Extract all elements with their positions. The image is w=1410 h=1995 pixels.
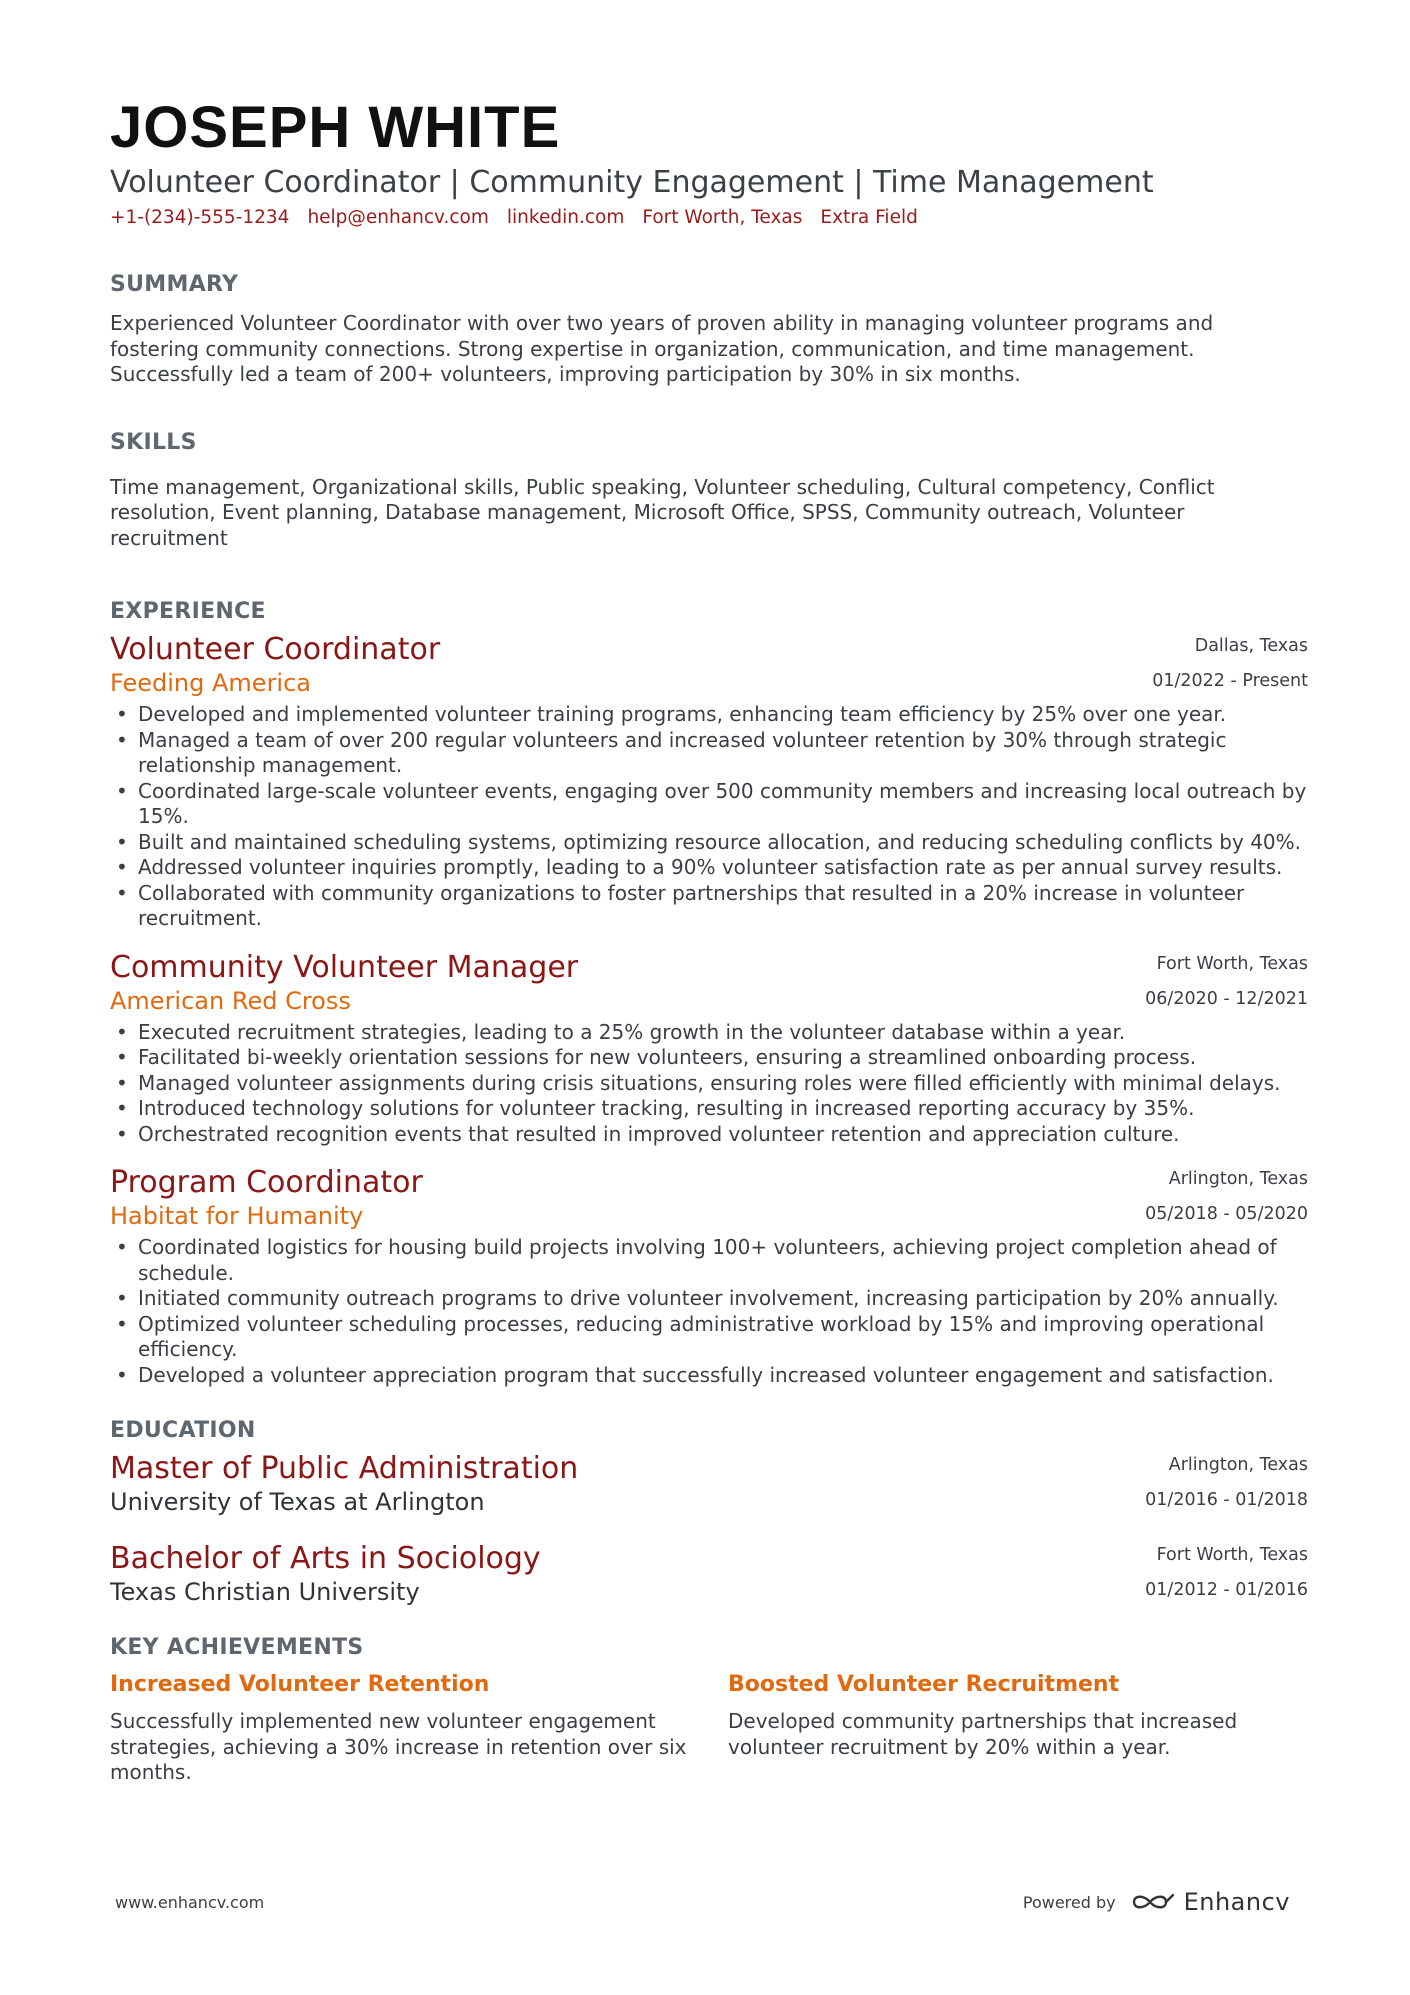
school-name: University of Texas at Arlington: [110, 1488, 485, 1517]
candidate-name: JOSEPH WHITE: [110, 95, 561, 160]
skills-section: [110, 430, 1308, 552]
bullet-item: • Built and maintained scheduling systems, optimizing resource allocation, and reducing scheduling conflicts by 40%.: [110, 830, 1308, 856]
job-location: Dallas, Texas: [1194, 636, 1308, 657]
section-title: EDUCATION: [110, 1418, 256, 1444]
section-title: SUMMARY: [110, 272, 239, 298]
education-dates: 01/2012 - 01/2016: [1145, 1580, 1308, 1601]
job-location: Arlington, Texas: [1168, 1169, 1308, 1190]
education-meta: [1145, 1541, 1308, 1602]
bullet-item: • Coordinated large-scale volunteer events, engaging over 500 community members and increasing local outreach by 15%.: [110, 779, 1308, 830]
education-location: Arlington, Texas: [1168, 1455, 1308, 1476]
headline: Volunteer Coordinator | Community Engagement | Time Management: [110, 164, 1154, 200]
company-name: Feeding America: [110, 669, 311, 698]
achievement-title: Boosted Volunteer Recruitment: [728, 1672, 1120, 1698]
achievement-text: Developed community partnerships that increased volunteer recruitment by 20% within a year.: [728, 1709, 1238, 1759]
bullet-item: • Orchestrated recognition events that resulted in improved volunteer retention and appreciation culture.: [110, 1122, 1308, 1148]
phone: +1-(234)-555-1234: [110, 207, 290, 229]
bullet-item: • Facilitated bi-weekly orientation sessions for new volunteers, ensuring a streamlined onboarding process.: [110, 1045, 1308, 1071]
job-bullets: [110, 1235, 1308, 1388]
experience-entry: [110, 1165, 1308, 1388]
skills-text: Time management, Organizational skills, Public speaking, Volunteer scheduling, Cultural competency, Conflict resolution, Event planning, Database management, Microsoft Office, SPSS, Community outreach, Volunteer recruitment: [110, 474, 1215, 550]
powered-by-label: Powered by: [1022, 1892, 1116, 1912]
brand-name: Enhancv: [1183, 1888, 1290, 1916]
job-meta: [1145, 950, 1308, 1011]
resume-page: [110, 96, 1308, 1786]
bullet-item: • Managed volunteer assignments during crisis situations, ensuring roles were filled efficiently with minimal delays.: [110, 1071, 1308, 1097]
powered-by: [1023, 1888, 1290, 1916]
bullet-item: • Executed recruitment strategies, leading to a 25% growth in the volunteer database within a year.: [110, 1020, 1308, 1046]
section-title: KEY ACHIEVEMENTS: [110, 1635, 364, 1661]
achievement-item: [110, 1672, 688, 1786]
experience-entry: [110, 950, 1308, 1148]
section-title: EXPERIENCE: [110, 599, 266, 625]
job-meta: [1145, 1165, 1308, 1226]
bullet-item: • Managed a team of over 200 regular volunteers and increased volunteer retention by 30% through strategic relationship management.: [110, 728, 1308, 779]
company-name: Habitat for Humanity: [110, 1202, 364, 1231]
education-section: [110, 1418, 1308, 1607]
contact-list: [110, 207, 1308, 228]
job-title: Program Coordinator: [110, 1165, 423, 1201]
achievement-item: [728, 1672, 1306, 1786]
achievements-section: [110, 1635, 1308, 1786]
education-dates: 01/2016 - 01/2018: [1145, 1490, 1308, 1511]
experience-entry: [110, 632, 1308, 932]
bullet-item: • Developed and implemented volunteer training programs, enhancing team efficiency by 25% over one year.: [110, 702, 1308, 728]
email-link[interactable]: help@enhancv.com: [307, 207, 489, 229]
infinity-logo-icon: [1130, 1890, 1176, 1914]
location: Fort Worth, Texas: [642, 207, 803, 229]
experience-section: [110, 599, 1308, 1388]
summary-section: [110, 272, 1308, 388]
bullet-item: • Addressed volunteer inquiries promptly, leading to a 90% volunteer satisfaction rate as per annual survey results.: [110, 855, 1308, 881]
job-meta: [1152, 632, 1308, 693]
bullet-item: • Introduced technology solutions for volunteer tracking, resulting in increased reporting accuracy by 35%.: [110, 1096, 1308, 1122]
education-entry: [110, 1451, 1308, 1517]
job-dates: 05/2018 - 05/2020: [1145, 1204, 1308, 1225]
job-title: Volunteer Coordinator: [110, 632, 441, 668]
achievements-grid: [110, 1672, 1308, 1786]
job-bullets: [110, 1020, 1308, 1148]
education-location: Fort Worth, Texas: [1156, 1545, 1308, 1566]
education-meta: [1145, 1451, 1308, 1512]
job-dates: 06/2020 - 12/2021: [1145, 988, 1308, 1009]
achievement-text: Successfully implemented new volunteer engagement strategies, achieving a 30% increase in retention over six months.: [110, 1709, 687, 1785]
education-entry: [110, 1541, 1308, 1607]
bullet-item: • Developed a volunteer appreciation program that successfully increased volunteer engagement and satisfaction.: [110, 1363, 1308, 1389]
extra-field: Extra Field: [820, 207, 918, 229]
bullet-item: • Coordinated logistics for housing build projects involving 100+ volunteers, achieving project completion ahead of schedule.: [110, 1235, 1308, 1286]
page-footer: [115, 1888, 1290, 1916]
bullet-item: • Collaborated with community organizations to foster partnerships that resulted in a 20% increase in volunteer recruitment.: [110, 881, 1308, 932]
footer-website-link[interactable]: www.enhancv.com: [115, 1892, 265, 1912]
job-location: Fort Worth, Texas: [1156, 953, 1308, 974]
bullet-item: • Initiated community outreach programs to drive volunteer involvement, increasing participation by 20% annually.: [110, 1286, 1308, 1312]
linkedin-link[interactable]: linkedin.com: [506, 207, 625, 229]
school-name: Texas Christian University: [110, 1578, 420, 1607]
brand-logo[interactable]: [1130, 1888, 1290, 1916]
achievement-title: Increased Volunteer Retention: [110, 1672, 490, 1698]
company-name: American Red Cross: [110, 986, 351, 1015]
bullet-item: • Optimized volunteer scheduling processes, reducing administrative workload by 15% and improving operational efficiency.: [110, 1312, 1308, 1363]
degree-title: Bachelor of Arts in Sociology: [110, 1541, 541, 1577]
degree-title: Master of Public Administration: [110, 1451, 579, 1487]
job-title: Community Volunteer Manager: [110, 949, 579, 985]
section-title: SKILLS: [110, 429, 197, 455]
summary-text: Experienced Volunteer Coordinator with over two years of proven ability in managing volunteer programs and fostering community connections. Strong expertise in organization, communication, and time management. Successfully led a team of 200+ volunteers, improving participation by 30% in six months.: [110, 311, 1214, 387]
job-bullets: [110, 702, 1308, 932]
job-dates: 01/2022 - Present: [1152, 671, 1308, 692]
resume-header: [110, 96, 1308, 228]
